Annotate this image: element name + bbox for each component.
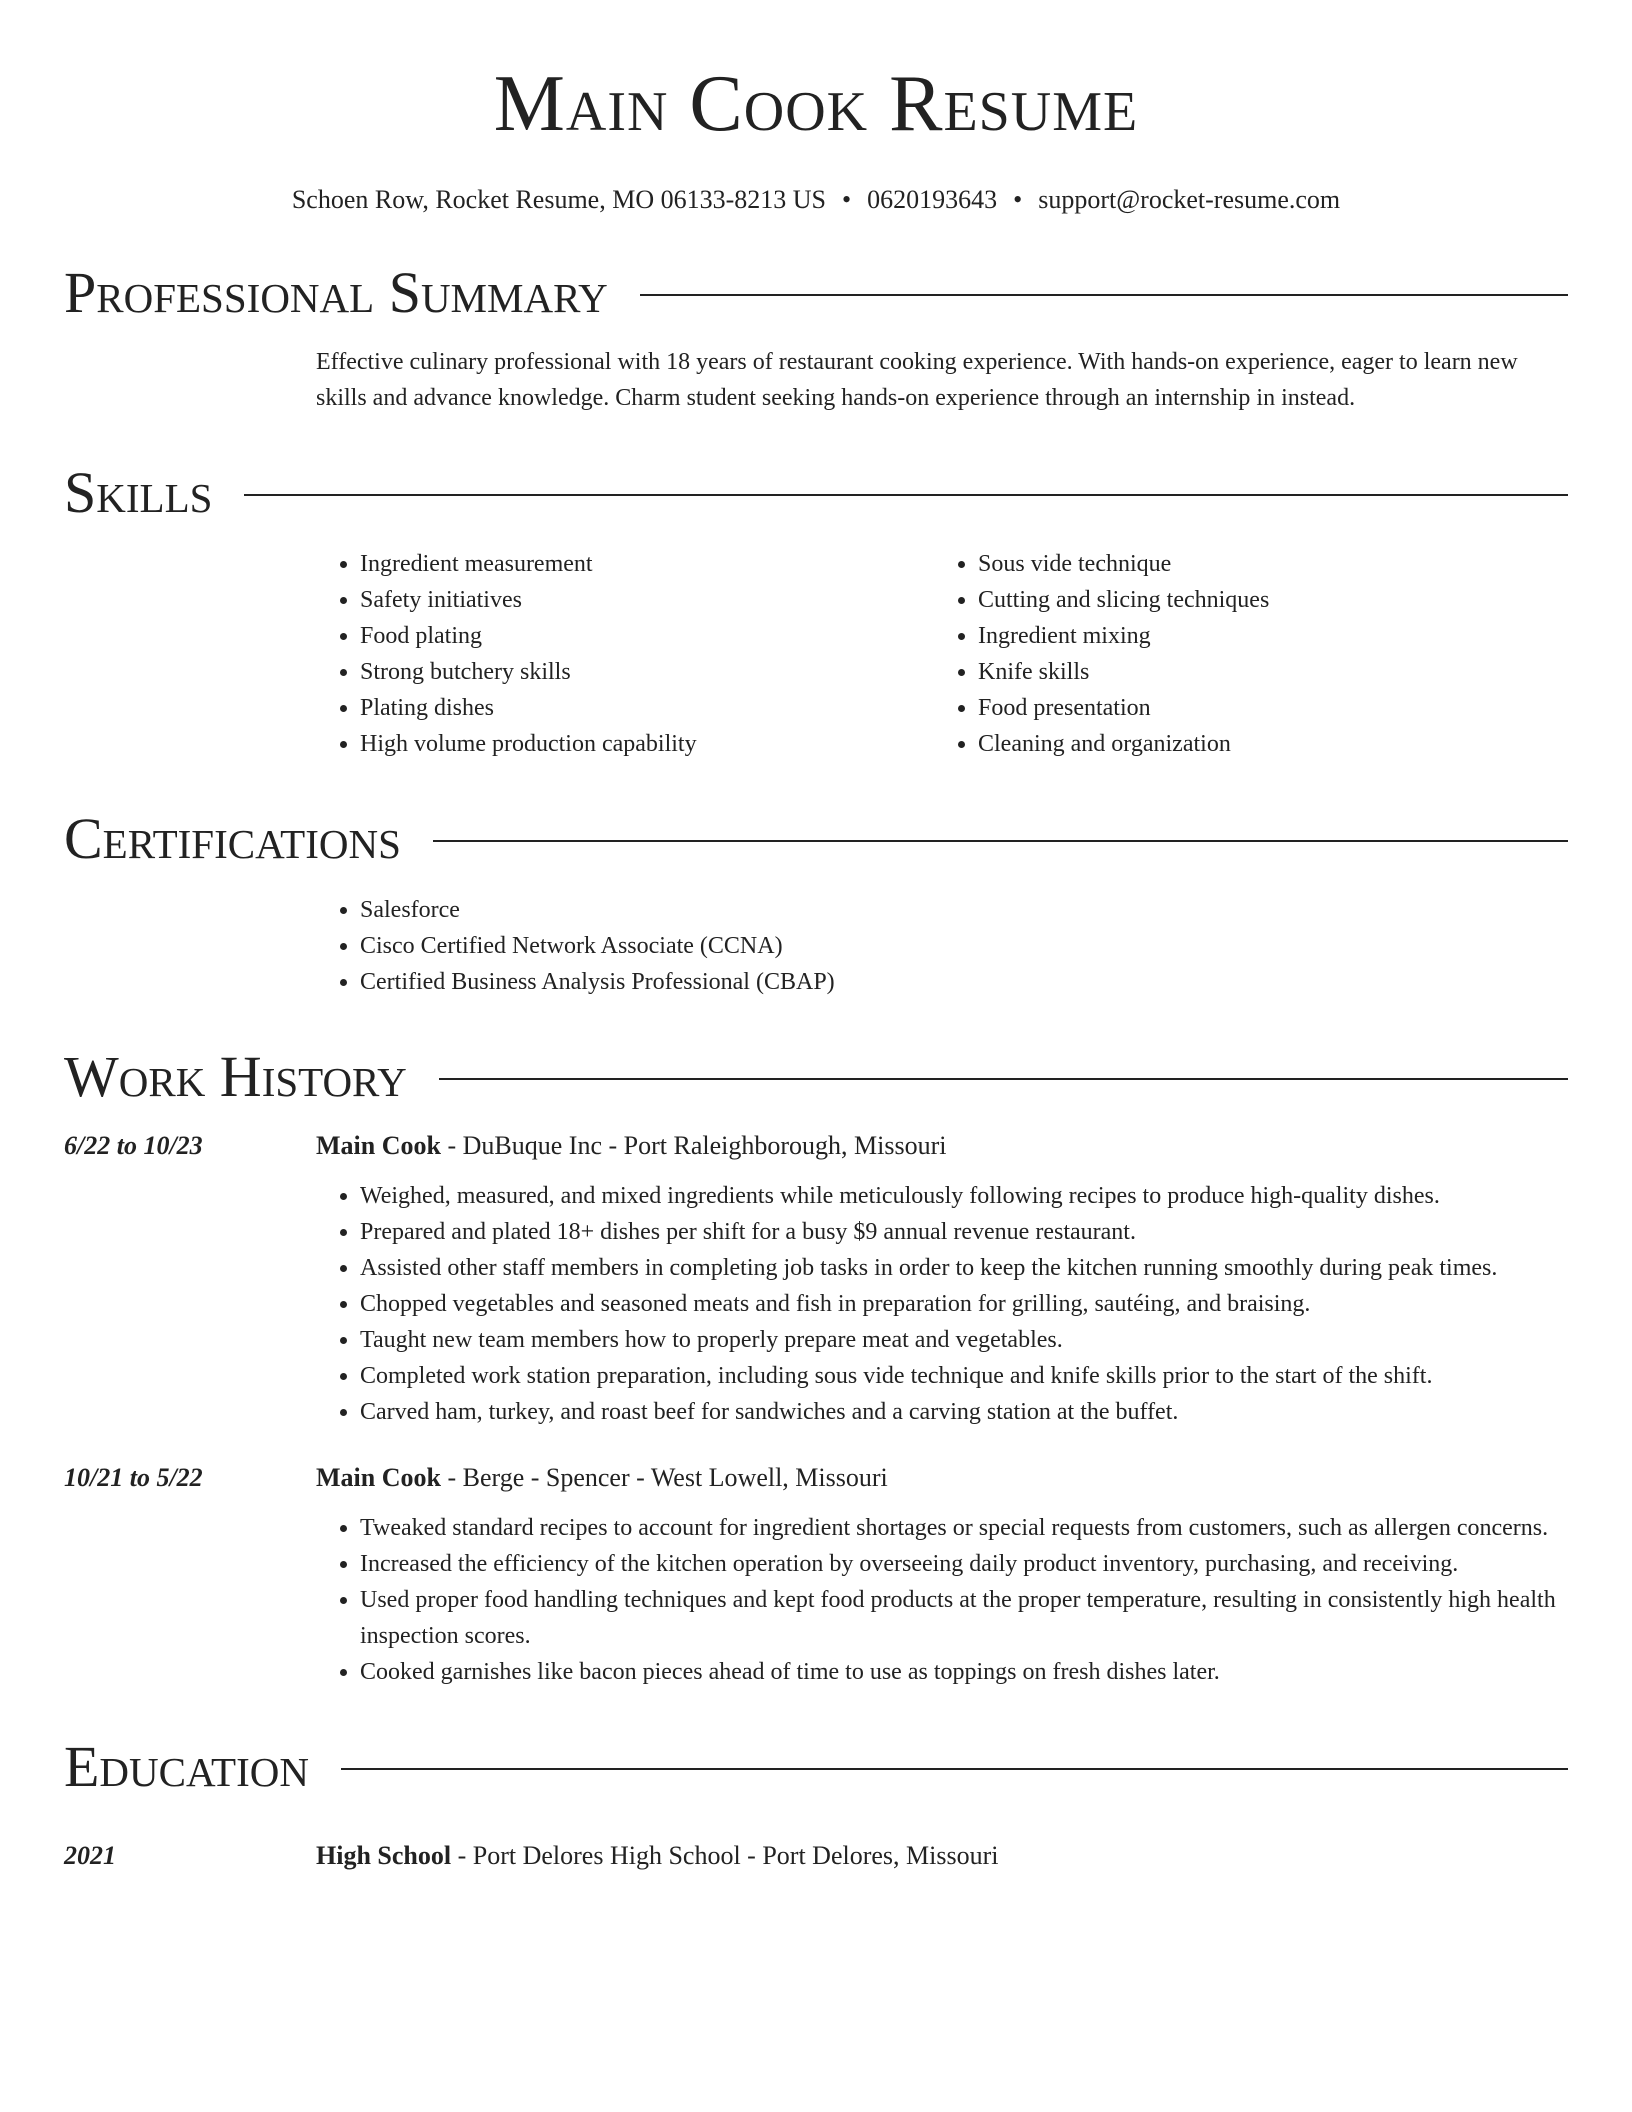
section-divider <box>433 840 1568 842</box>
skill-item: • Safety initiatives <box>360 582 934 618</box>
section-divider <box>439 1078 1568 1080</box>
education-line <box>316 1838 1568 1874</box>
skills-section-header <box>64 462 1568 524</box>
certification-item: • Certified Business Analysis Professional (CBAP) <box>360 964 1568 1000</box>
skill-item: • Strong butchery skills <box>360 654 934 690</box>
skill-item: • Knife skills <box>978 654 1552 690</box>
job-title-line <box>316 1460 1568 1496</box>
job-content <box>316 1460 1568 1690</box>
job-bullet: • Chopped vegetables and seasoned meats and fish in preparation for grilling, sautéing, and braising. <box>360 1286 1568 1322</box>
education-year: 2021 <box>64 1841 116 1870</box>
skill-item: • Ingredient mixing <box>978 618 1552 654</box>
job-bullet: • Weighed, measured, and mixed ingredients while meticulously following recipes to produce high-quality dishes. <box>360 1178 1568 1214</box>
education-school-location: - Port Delores High School - Port Delores, Missouri <box>451 1841 999 1870</box>
job-bullet: • Used proper food handling techniques and kept food products at the proper temperature, resulting in consistently high health inspection scores. <box>360 1582 1568 1654</box>
job-bullet: • Assisted other staff members in completing job tasks in order to keep the kitchen running smoothly during peak times. <box>360 1250 1568 1286</box>
certifications-section-header <box>64 808 1568 870</box>
certifications-list <box>316 892 1568 1000</box>
job-entry <box>64 1460 1568 1690</box>
contact-line <box>64 184 1568 216</box>
section-divider <box>640 294 1568 296</box>
section-divider <box>244 494 1568 496</box>
education-section-header <box>64 1736 1568 1798</box>
summary-section-header <box>64 262 1568 324</box>
work-history-heading: Work History <box>64 1044 407 1109</box>
job-bullet: • Increased the efficiency of the kitchen operation by overseeing daily product inventory, purchasing, and receiving. <box>360 1546 1568 1582</box>
job-bullets <box>316 1178 1568 1430</box>
skills-list-right <box>934 546 1552 762</box>
job-employer-location: - DuBuque Inc - Port Raleighborough, Missouri <box>440 1131 947 1160</box>
contact-separator: • <box>842 185 852 214</box>
job-bullet: • Tweaked standard recipes to account for ingredient shortages or special requests from customers, such as allergen concerns. <box>360 1510 1568 1546</box>
contact-email: support@rocket-resume.com <box>1038 185 1341 214</box>
certifications-heading: Certifications <box>64 806 401 871</box>
contact-phone: 0620193643 <box>867 185 998 214</box>
education-content <box>316 1838 1568 1874</box>
education-degree: High School <box>316 1841 452 1870</box>
skill-item: • Ingredient measurement <box>360 546 934 582</box>
job-dates: 6/22 to 10/23 <box>64 1131 203 1160</box>
job-title-line <box>316 1128 1568 1164</box>
job-bullet: • Cooked garnishes like bacon pieces ahead of time to use as toppings on fresh dishes later. <box>360 1654 1568 1690</box>
job-dates: 10/21 to 5/22 <box>64 1463 203 1492</box>
skill-item: • Food presentation <box>978 690 1552 726</box>
job-content <box>316 1128 1568 1430</box>
contact-address: Schoen Row, Rocket Resume, MO 06133-8213 US <box>291 185 827 214</box>
job-bullet: • Completed work station preparation, including sous vide technique and knife skills prior to the start of the shift. <box>360 1358 1568 1394</box>
summary-heading: Professional Summary <box>64 260 608 325</box>
skill-item: • High volume production capability <box>360 726 934 762</box>
job-bullet: • Carved ham, turkey, and roast beef for sandwiches and a carving station at the buffet. <box>360 1394 1568 1430</box>
job-bullet: • Prepared and plated 18+ dishes per shift for a busy $9 annual revenue restaurant. <box>360 1214 1568 1250</box>
job-entry <box>64 1128 1568 1430</box>
skill-item: • Cutting and slicing techniques <box>978 582 1552 618</box>
work-history-section-header <box>64 1046 1568 1108</box>
job-employer-location: - Berge - Spencer - West Lowell, Missouri <box>440 1463 888 1492</box>
resume-title: Main Cook Resume <box>493 60 1139 148</box>
skill-item: • Cleaning and organization <box>978 726 1552 762</box>
certification-item: • Salesforce <box>360 892 1568 928</box>
summary-text: Effective culinary professional with 18 years of restaurant cooking experience. With hands-on experience, eager to learn new skills and advance knowledge. Charm student seeking hands-on experience through an internship in instead. <box>316 349 1518 411</box>
contact-separator: • <box>1013 185 1023 214</box>
job-title: Main Cook <box>316 1463 441 1492</box>
education-heading: Education <box>64 1734 309 1799</box>
education-entry <box>64 1838 1568 1874</box>
skills-list-left <box>316 546 934 762</box>
job-title: Main Cook <box>316 1131 441 1160</box>
skill-item: • Sous vide technique <box>978 546 1552 582</box>
job-bullets <box>316 1510 1568 1690</box>
section-divider <box>341 1768 1568 1770</box>
job-bullet: • Taught new team members how to properly prepare meat and vegetables. <box>360 1322 1568 1358</box>
certification-item: • Cisco Certified Network Associate (CCNA) <box>360 928 1568 964</box>
skills-heading: Skills <box>64 460 213 525</box>
skills-columns <box>316 546 1568 762</box>
skill-item: • Plating dishes <box>360 690 934 726</box>
skill-item: • Food plating <box>360 618 934 654</box>
